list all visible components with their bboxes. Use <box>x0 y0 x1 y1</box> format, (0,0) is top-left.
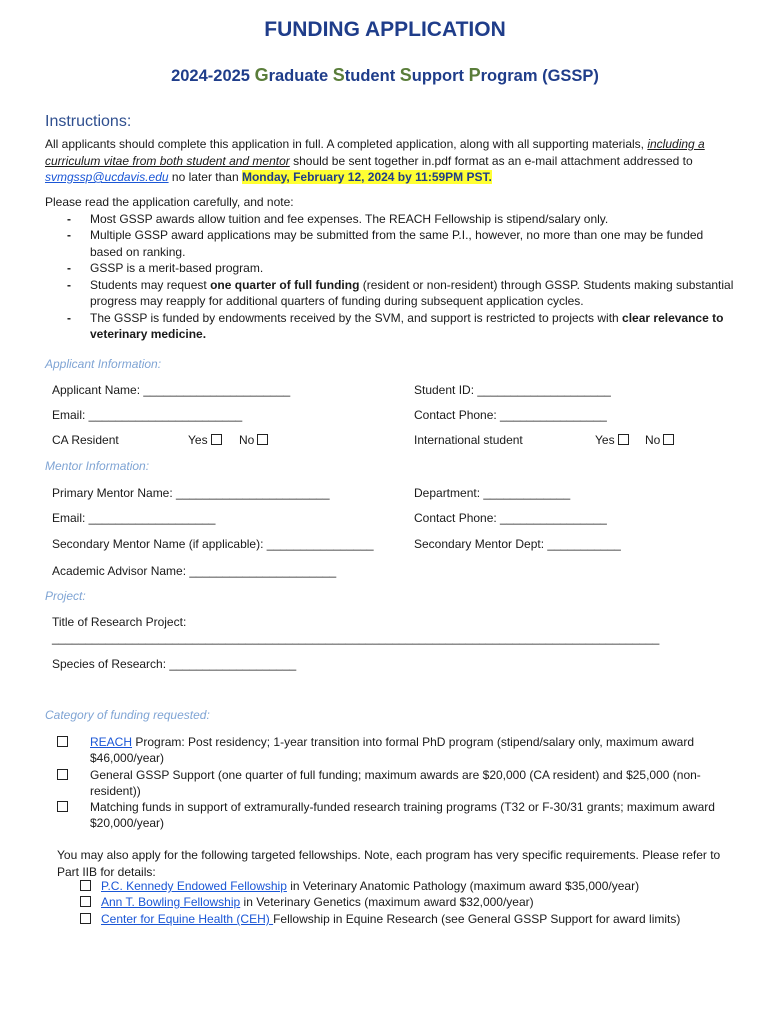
secondary-mentor-dept-field[interactable]: Secondary Mentor Dept: ___________ <box>414 537 621 551</box>
program-subtitle: 2024-2025 Graduate Student Support Program (GSSP) <box>171 65 599 85</box>
category-matching: Matching funds in support of extramurally-funded research training programs (T32 or F-30/31 grants; maximum award $20,000/year) <box>57 799 737 831</box>
international-no[interactable]: No <box>645 433 674 447</box>
category-heading: Category of funding requested: <box>45 708 210 722</box>
notes-intro: Please read the application carefully, and note: <box>45 195 294 209</box>
deadline: Monday, February 12, 2024 by 11:59PM PST. <box>241 170 492 184</box>
initial-p: P <box>468 65 481 85</box>
kennedy-link[interactable]: P.C. Kennedy Endowed Fellowship <box>101 879 287 893</box>
secondary-mentor-field[interactable]: Secondary Mentor Name (if applicable): ________________ <box>52 537 374 551</box>
ca-resident-no[interactable]: No <box>239 433 268 447</box>
page-title: FUNDING APPLICATION <box>264 18 506 41</box>
category-general: General GSSP Support (one quarter of full funding; maximum awards are $20,000 (CA resident) and $25,000 (non-resident)) <box>57 767 737 799</box>
checkbox[interactable] <box>80 880 91 891</box>
program-year: 2024-2025 <box>171 67 255 85</box>
checkbox[interactable] <box>57 736 68 747</box>
mentor-heading: Mentor Information: <box>45 459 150 473</box>
checkbox[interactable] <box>57 769 68 780</box>
instructions-paragraph: All applicants should complete this application in full. A completed application, along with all supporting materials, including a curriculum vitae from both student and mentor should be sent together in.pdf format as an e-mail attachment addressed to svmgssp@ucdavis.edu no later than Monday, February 12, 2024 by 11:59PM PST. <box>45 137 705 184</box>
category-reach: REACH Program: Post residency; 1-year transition into formal PhD program (stipend/salary only, maximum award $46,000/year) <box>57 734 737 766</box>
applicant-phone-field[interactable]: Contact Phone: ________________ <box>414 408 607 422</box>
international-label: International student <box>414 433 523 447</box>
student-id-field[interactable]: Student ID: ____________________ <box>414 383 611 397</box>
list-item: - Most GSSP awards allow tuition and fee expenses. The REACH Fellowship is stipend/salary only. <box>67 211 609 226</box>
checkbox[interactable] <box>618 434 629 445</box>
list-item: - Multiple GSSP award applications may be submitted from the same P.I., however, no more than one may be funded based on ranking. <box>67 228 704 259</box>
checkbox[interactable] <box>663 434 674 445</box>
fellowship-ceh: Center for Equine Health (CEH) Fellowship in Equine Research (see General GSSP Support for award limits) <box>80 912 680 926</box>
bowling-link[interactable]: Ann T. Bowling Fellowship <box>101 895 241 909</box>
applicant-email-field[interactable]: Email: _______________________ <box>52 408 243 422</box>
list-item: - Students may request one quarter of full funding (resident or non-resident) through GSSP. Students making substantial progress may reapply for additional quarters of funding during subsequent application cycles. <box>67 277 734 308</box>
initial-s1: S <box>332 65 345 85</box>
notes-list <box>45 211 735 343</box>
checkbox[interactable] <box>80 896 91 907</box>
cv-requirement: including a curriculum vitae from both student and mentor <box>45 137 705 168</box>
instructions-heading: Instructions: <box>45 113 132 130</box>
notes-block <box>45 194 735 343</box>
checkbox[interactable] <box>211 434 222 445</box>
ca-resident-yes[interactable]: Yes <box>188 433 222 447</box>
project-title-label: Title of Research Project: <box>52 615 187 629</box>
initial-g: G <box>254 65 269 85</box>
international-yes[interactable]: Yes <box>595 433 629 447</box>
email-link[interactable]: svmgssp@ucdavis.edu <box>45 170 169 184</box>
applicant-heading: Applicant Information: <box>45 357 162 371</box>
academic-advisor-field[interactable]: Academic Advisor Name: ______________________ <box>52 564 337 578</box>
list-item: - The GSSP is funded by endowments received by the SVM, and support is restricted to projects with clear relevance to veterinary medicine. <box>67 310 724 341</box>
fellowships-intro: You may also apply for the following targeted fellowships. Note, each program has very specific requirements. Please refer to Part IIB for details: <box>57 848 721 879</box>
checkbox[interactable] <box>257 434 268 445</box>
checkbox[interactable] <box>57 801 68 812</box>
reach-link[interactable]: REACH <box>90 735 133 749</box>
project-title-field[interactable]: ___________________________________________________________________________________________ <box>52 631 660 645</box>
species-field[interactable]: Species of Research: ___________________ <box>52 657 297 671</box>
project-heading: Project: <box>45 589 86 603</box>
fellowship-kennedy: P.C. Kennedy Endowed Fellowship in Veterinary Anatomic Pathology (maximum award $35,000/year) <box>80 879 639 893</box>
ceh-link[interactable]: Center for Equine Health (CEH) <box>101 912 274 926</box>
ca-resident-label: CA Resident <box>52 433 119 447</box>
primary-mentor-field[interactable]: Primary Mentor Name: _______________________ <box>52 486 330 500</box>
mentor-email-field[interactable]: Email: ___________________ <box>52 511 216 525</box>
checkbox[interactable] <box>80 913 91 924</box>
fellowship-bowling: Ann T. Bowling Fellowship in Veterinary Genetics (maximum award $32,000/year) <box>80 895 534 909</box>
department-field[interactable]: Department: _____________ <box>414 486 571 500</box>
initial-s2: S <box>399 65 412 85</box>
mentor-phone-field[interactable]: Contact Phone: ________________ <box>414 511 607 525</box>
list-item: - GSSP is a merit-based program. <box>67 261 264 275</box>
applicant-name-field[interactable]: Applicant Name: ______________________ <box>52 383 291 397</box>
